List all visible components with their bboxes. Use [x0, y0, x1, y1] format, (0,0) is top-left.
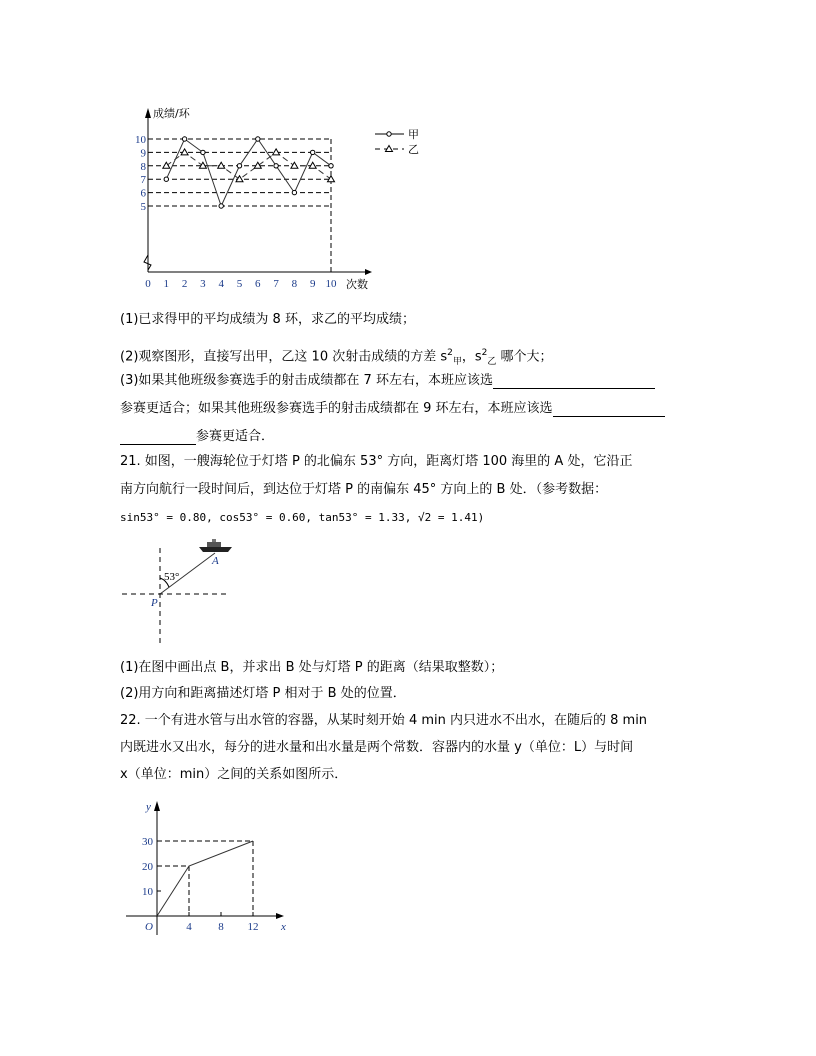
sup: 2 — [447, 348, 453, 358]
series-line-water — [157, 841, 253, 916]
y-tick-label: 7 — [140, 174, 146, 187]
y-axis-arrow — [154, 801, 160, 811]
x-tick-label: 12 — [247, 921, 259, 933]
y-tick-label: 30 — [142, 836, 153, 848]
q21-part2: (2)用方向和距离描述灯塔 P 相对于 B 处的位置． — [120, 686, 406, 701]
x-tick-label: 5 — [236, 278, 243, 290]
x-tick-label: 0 — [145, 278, 151, 290]
x-tick-label: 9 — [309, 278, 316, 290]
q20-part2-text: 哪个大； — [496, 349, 553, 365]
q21-part1: (1)在图中画出点 B，并求出 B 处与灯塔 P 的距离（结果取整数）； — [120, 660, 504, 675]
q22-line1: 22. 一个有进水管与出水管的容器，从某时刻开始 4 min 内只进水不出水，在随后的 8 min — [120, 713, 648, 728]
y-axis-title: y — [146, 801, 151, 813]
origin-label: O — [145, 921, 153, 933]
guide-line — [157, 841, 253, 916]
y-tick-label: 10 — [135, 134, 146, 146]
y-tick-label: 9 — [140, 147, 146, 160]
y-tick-label: 20 — [142, 861, 153, 873]
x-tick-label: 4 — [218, 278, 224, 290]
x-tick-label: 7 — [273, 278, 279, 290]
y-tick-label: 8 — [140, 160, 146, 173]
q20-part1: (1)已求得甲的平均成绩为 8 环，求乙的平均成绩； — [120, 312, 415, 327]
y-tick-label: 5 — [140, 201, 146, 213]
x-tick-label: 8 — [291, 278, 298, 290]
legend-label: 乙 — [408, 143, 419, 156]
x-tick-label: 4 — [186, 921, 192, 933]
q21-line3: sin53° = 0.80, cos53° = 0.60, tan53° = 1.33, √2 = 1.41) — [120, 511, 485, 524]
y-axis-title: 成绩/环 — [153, 107, 190, 120]
angle-label: 53° — [164, 571, 180, 583]
q21-line1: 21. 如图，一艘海轮位于灯塔 P 的北偏东 53° 方向，距离灯塔 100 海里的 A 处，它沿正 — [120, 454, 633, 469]
y-tick-label: 10 — [142, 886, 153, 898]
x-tick-label: 3 — [200, 278, 206, 290]
x-tick-label: 8 — [218, 921, 224, 933]
x-tick-label: 6 — [255, 278, 261, 290]
y-tick-label: 6 — [140, 187, 146, 200]
q21-line2: 南方向航行一段时间后，到达位于灯塔 P 的南偏东 45° 方向上的 B 处．（参考数据： — [120, 482, 608, 497]
point-a-label: A — [212, 555, 219, 567]
q20-part2-text: (2)观察图形，直接写出甲，乙这 10 次射击成绩的方差 s — [120, 349, 448, 365]
q22-line2: 内既进水又出水，每分的进水量和出水量是两个常数．容器内的水量 y（单位：L）与时间 — [120, 740, 634, 755]
q22-line3: x（单位：min）之间的关系如图所示． — [120, 767, 348, 782]
sub: 乙 — [487, 356, 497, 367]
x-axis-title: 次数 — [346, 278, 368, 291]
q20-part3-text: 参赛更适合． — [196, 429, 275, 444]
x-tick-label: 1 — [163, 278, 170, 290]
x-tick-label: 10 — [325, 278, 337, 290]
sub: 甲 — [452, 356, 462, 367]
x-tick-label: 2 — [181, 278, 188, 290]
q20-part3-text: 参赛更适合；如果其他班级参赛选手的射击成绩都在 9 环左右，本班应该选 — [120, 401, 553, 416]
x-axis-title: x — [281, 921, 286, 933]
legend-label: 甲 — [408, 128, 419, 141]
x-axis-arrow — [276, 913, 284, 919]
point-p-label: P — [151, 597, 158, 609]
q20-part2-text: ，s — [461, 349, 482, 365]
sup: 2 — [481, 348, 488, 358]
q20-part3-text: (3)如果其他班级参赛选手的射击成绩都在 7 环左右，本班应该选 — [120, 373, 493, 388]
